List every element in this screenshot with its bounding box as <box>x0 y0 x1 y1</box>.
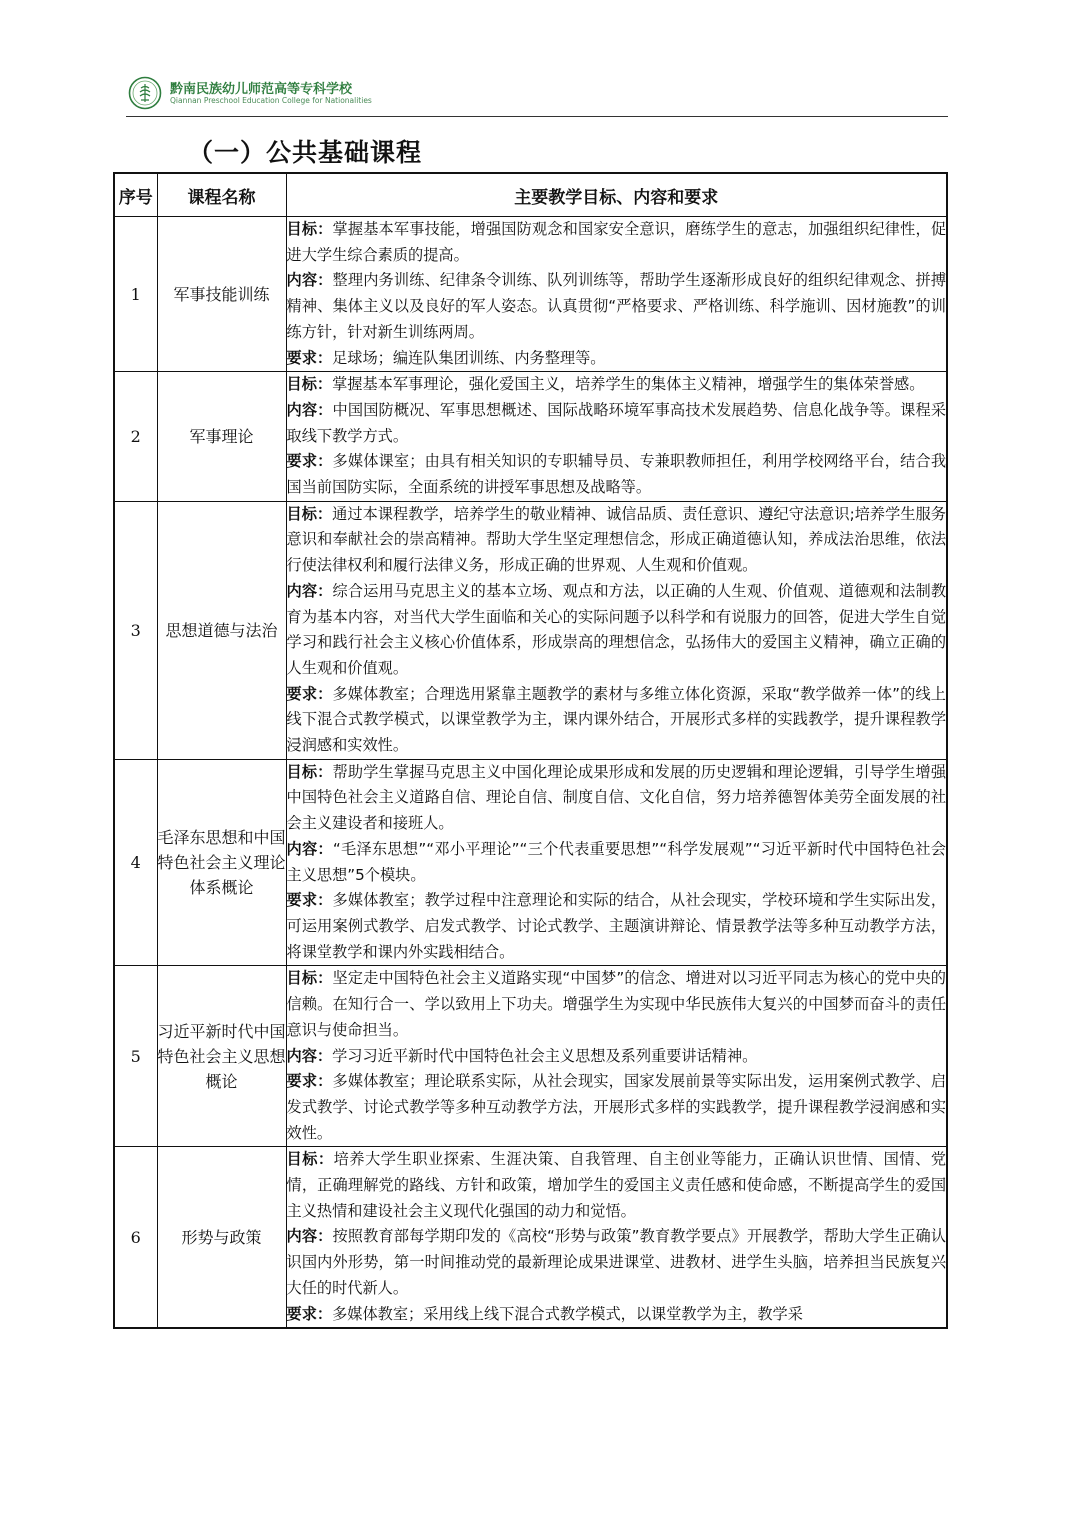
description-paragraph <box>287 449 947 500</box>
course-name: 思想道德与法治 <box>157 501 286 759</box>
description-text: 按照教育部每学期印发的《高校“形势与政策”教育教学要点》开展教学，帮助大学生正确认识国内外形势，第一时间推动党的最新理论成果进课堂、进教材、进学生头脑，培养担当民族复兴大任的时代新人。 <box>286 1227 946 1297</box>
course-description <box>286 1147 947 1328</box>
description-label: 目标： <box>286 1150 334 1169</box>
description-label: 要求： <box>286 348 333 367</box>
description-label: 内容： <box>286 400 333 419</box>
description-paragraph <box>287 888 947 965</box>
course-description <box>286 759 947 966</box>
row-number: 4 <box>114 759 157 966</box>
description-text: 整理内务训练、纪律条令训练、队列训练等，帮助学生逐渐形成良好的组织纪律观念、拼搏精神、集体主义以及良好的军人姿态。认真贯彻“严格要求、严格训练、科学施训、因材施教”的训练方针，针对新生训练两周。 <box>286 271 947 341</box>
description-paragraph <box>287 346 947 372</box>
description-text: 掌握基本军事理论，强化爱国主义，培养学生的集体主义精神，增强学生的集体荣誉感。 <box>332 375 925 394</box>
description-label: 内容： <box>286 839 333 858</box>
course-name: 形势与政策 <box>157 1147 286 1328</box>
table-row <box>114 372 947 502</box>
description-text: 中国国防概况、军事思想概述、国际战略环境军事高技术发展趋势、信息化战争等。课程采取线下教学方式。 <box>286 400 947 445</box>
description-text: 学习习近平新时代中国特色社会主义思想及系列重要讲话精神。 <box>332 1046 758 1065</box>
description-text: 通过本课程教学，培养学生的敬业精神、诚信品质、责任意识、遵纪守法意识;培养学生服务意识和奉献社会的崇高精神。帮助大学生坚定理想信念，形成正确道德认知，养成法治思维，依法行使法律权利和履行法律义务，形成正确的世界观、人生观和价值观。 <box>286 504 946 575</box>
description-label: 内容： <box>286 1227 333 1246</box>
course-table-body <box>114 217 947 1329</box>
table-row <box>114 1147 947 1328</box>
table-row <box>114 501 947 759</box>
course-name: 军事理论 <box>157 372 286 502</box>
description-label: 目标： <box>286 969 333 988</box>
description-label: 要求： <box>286 1072 333 1091</box>
description-label: 目标： <box>286 220 333 238</box>
course-description <box>286 966 947 1147</box>
table-row <box>114 759 947 966</box>
course-description <box>286 372 947 502</box>
description-text: 坚定走中国特色社会主义道路实现“中国梦”的信念、增进对以习近平同志为核心的党中央的信赖。在知行合一、学以致用上下功夫。增强学生为实现中华民族伟大复兴的中国梦而奋斗的责任意识与使命担当。 <box>286 969 946 1039</box>
page-header <box>126 72 948 117</box>
description-paragraph <box>287 837 947 888</box>
description-text: 培养大学生职业探索、生涯决策、自我管理、自主创业等能力，正确认识世情、国情、党情，正确理解党的路线、方针和政策，增加学生的爱国主义责任感和使命感，不断提高学生的爱国主义热情和建设社会主义现代化强国的动力和觉悟。 <box>286 1150 947 1220</box>
column-header-name: 课程名称 <box>157 173 286 217</box>
course-name: 毛泽东思想和中国特色社会主义理论体系概论 <box>157 759 286 966</box>
description-paragraph <box>287 966 947 1043</box>
column-header-content: 主要教学目标、内容和要求 <box>286 173 947 217</box>
description-text: 综合运用马克思主义的基本立场、观点和方法，以正确的人生观、价值观、道德观和法制教育为基本内容，对当代大学生面临和关心的实际问题予以科学和有说服力的回答，促进大学生自觉学习和践行社会主义核心价值体系，形成崇高的理想信念，弘扬伟大的爱国主义精神，确立正确的人生观和价值观。 <box>286 581 947 677</box>
course-name: 习近平新时代中国特色社会主义思想概论 <box>157 966 286 1147</box>
description-label: 要求： <box>286 452 333 471</box>
course-table <box>113 172 948 1329</box>
description-paragraph <box>287 1147 947 1224</box>
column-header-no: 序号 <box>114 173 157 217</box>
description-paragraph <box>287 268 947 345</box>
course-description <box>286 217 947 372</box>
school-name-en: Qiannan Preschool Education College for Nationalities <box>170 96 372 105</box>
description-label: 要求： <box>286 1304 333 1323</box>
description-text: 多媒体教室；教学过程中注意理论和实际的结合，从社会现实，学校环境和学生实际出发，可运用案例式教学、启发式教学、讨论式教学、主题演讲辩论、情景教学法等多种互动教学方法，将课堂教学和课内外实践相结合。 <box>286 891 947 961</box>
description-label: 要求： <box>286 891 333 910</box>
description-paragraph <box>287 502 947 579</box>
description-paragraph <box>287 579 947 682</box>
description-text: 多媒体课室；由具有相关知识的专职辅导员、专兼职教师担任，利用学校网络平台，结合我国当前国防实际，全面系统的讲授军事思想及战略等。 <box>286 452 947 497</box>
description-paragraph <box>287 1224 947 1301</box>
table-row <box>114 966 947 1147</box>
description-paragraph <box>287 1069 947 1146</box>
description-text: 多媒体教室；理论联系实际，从社会现实，国家发展前景等实际出发，运用案例式教学、启发式教学、讨论式教学等多种互动教学方法，开展形式多样的实践教学，提升课程教学浸润感和实效性。 <box>286 1072 947 1142</box>
school-name-cn: 黔南民族幼儿师范高等专科学校 <box>170 82 353 97</box>
description-label: 目标： <box>286 375 333 394</box>
description-paragraph <box>287 760 947 837</box>
description-text: 帮助学生掌握马克思主义中国化理论成果形成和发展的历史逻辑和理论逻辑，引导学生增强中国特色社会主义道路自信、理论自信、制度自信、文化自信，努力培养德智体美劳全面发展的社会主义建设者和接班人。 <box>286 762 947 833</box>
description-paragraph <box>287 398 947 449</box>
description-label: 内容： <box>286 581 333 600</box>
table-row <box>114 217 947 372</box>
row-number: 2 <box>114 372 157 502</box>
description-paragraph <box>287 682 947 759</box>
row-number: 3 <box>114 501 157 759</box>
description-paragraph <box>287 1044 947 1070</box>
description-text: 多媒体教室；合理选用紧靠主题教学的素材与多维立体化资源，采取“教学做养一体”的线上线下混合式教学模式，以课堂教学为主，课内课外结合，开展形式多样的实践教学，提升课程教学浸润感和实效性。 <box>286 684 946 755</box>
row-number: 1 <box>114 217 157 372</box>
description-paragraph <box>287 372 947 398</box>
row-number: 5 <box>114 966 157 1147</box>
description-label: 要求： <box>286 684 333 703</box>
course-name: 军事技能训练 <box>157 217 286 372</box>
table-header-row <box>114 173 947 217</box>
course-description <box>286 501 947 759</box>
description-paragraph <box>287 1302 947 1328</box>
description-paragraph <box>287 217 947 268</box>
description-text: “毛泽东思想”“邓小平理论”“三个代表重要思想”“科学发展观”“习近平新时代中国特色社会主义思想”5个模块。 <box>286 839 946 884</box>
description-label: 内容： <box>286 271 333 290</box>
description-text: 足球场；编连队集团训练、内务整理等。 <box>332 348 606 367</box>
description-text: 多媒体教室；采用线上线下混合式教学模式，以课堂教学为主，教学采 <box>332 1304 803 1323</box>
section-title: （一）公共基础课程 <box>188 138 423 167</box>
description-label: 内容： <box>286 1046 333 1065</box>
description-label: 目标： <box>286 504 333 523</box>
row-number: 6 <box>114 1147 157 1328</box>
description-label: 目标： <box>286 762 333 781</box>
description-text: 掌握基本军事技能，增强国防观念和国家安全意识，磨练学生的意志，加强组织纪律性，促进大学生综合素质的提高。 <box>286 220 947 264</box>
school-emblem-icon <box>128 76 162 110</box>
